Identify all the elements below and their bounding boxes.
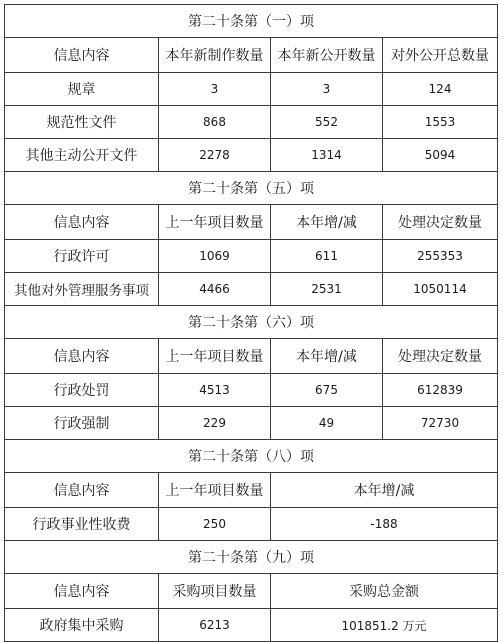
column-header: 信息内容	[5, 574, 159, 609]
section-title-row	[5, 440, 498, 473]
cell-value: 4466	[159, 273, 271, 306]
table-row	[5, 508, 498, 541]
column-header: 处理决定数量	[383, 205, 498, 240]
table-row	[5, 273, 498, 306]
section-title-row	[5, 541, 498, 574]
row-label: 行政事业性收费	[5, 508, 159, 541]
cell-value: 6213	[159, 609, 271, 642]
column-header: 上一年项目数量	[159, 339, 271, 374]
row-label: 其他主动公开文件	[5, 139, 159, 172]
column-header: 上一年项目数量	[159, 205, 271, 240]
section-title: 第二十条第（九）项	[5, 541, 498, 574]
column-header: 信息内容	[5, 339, 159, 374]
column-header: 上一年项目数量	[159, 473, 271, 508]
cell-value: 49	[271, 407, 383, 440]
cell-value: 612839	[383, 374, 498, 407]
cell-value: 101851.2 万元	[271, 609, 498, 642]
cell-value: 868	[159, 106, 271, 139]
cell-value: 5094	[383, 139, 498, 172]
table-row	[5, 106, 498, 139]
cell-value: 1553	[383, 106, 498, 139]
row-label: 其他对外管理服务事项	[5, 273, 159, 306]
header-row	[5, 473, 498, 508]
table-row	[5, 73, 498, 106]
cell-value: 675	[271, 374, 383, 407]
column-header: 采购项目数量	[159, 574, 271, 609]
table-row	[5, 139, 498, 172]
column-header: 信息内容	[5, 38, 159, 73]
section-title: 第二十条第（五）项	[5, 172, 498, 205]
header-row	[5, 339, 498, 374]
section-title: 第二十条第（六）项	[5, 306, 498, 339]
column-header: 采购总金额	[271, 574, 498, 609]
table-row	[5, 609, 498, 642]
row-label: 规章	[5, 73, 159, 106]
cell-value: 2531	[271, 273, 383, 306]
cell-value: 3	[271, 73, 383, 106]
column-header: 信息内容	[5, 473, 159, 508]
cell-value: 250	[159, 508, 271, 541]
cell-value: 229	[159, 407, 271, 440]
column-header: 本年新公开数量	[271, 38, 383, 73]
row-label: 行政许可	[5, 240, 159, 273]
table-row	[5, 240, 498, 273]
section-title-row	[5, 5, 498, 38]
column-header: 本年增/减	[271, 339, 383, 374]
header-row	[5, 574, 498, 609]
header-row	[5, 205, 498, 240]
column-header: 对外公开总数量	[383, 38, 498, 73]
row-label: 规范性文件	[5, 106, 159, 139]
table-row	[5, 374, 498, 407]
section-title: 第二十条第（八）项	[5, 440, 498, 473]
cell-value: 611	[271, 240, 383, 273]
row-label: 行政强制	[5, 407, 159, 440]
disclosure-table	[4, 4, 498, 642]
row-label: 行政处罚	[5, 374, 159, 407]
column-header: 本年增/减	[271, 473, 498, 508]
header-row	[5, 38, 498, 73]
cell-value: 255353	[383, 240, 498, 273]
section-title-row	[5, 306, 498, 339]
cell-value: 552	[271, 106, 383, 139]
cell-value: -188	[271, 508, 498, 541]
cell-value: 1069	[159, 240, 271, 273]
cell-value: 1314	[271, 139, 383, 172]
cell-value: 2278	[159, 139, 271, 172]
cell-value: 1050114	[383, 273, 498, 306]
section-title: 第二十条第（一）项	[5, 5, 498, 38]
column-header: 本年增/减	[271, 205, 383, 240]
column-header: 本年新制作数量	[159, 38, 271, 73]
row-label: 政府集中采购	[5, 609, 159, 642]
column-header: 处理决定数量	[383, 339, 498, 374]
section-title-row	[5, 172, 498, 205]
cell-value: 124	[383, 73, 498, 106]
cell-value: 72730	[383, 407, 498, 440]
cell-value: 3	[159, 73, 271, 106]
disclosure-table-sheet	[4, 4, 497, 642]
cell-value: 4513	[159, 374, 271, 407]
table-row	[5, 407, 498, 440]
column-header: 信息内容	[5, 205, 159, 240]
